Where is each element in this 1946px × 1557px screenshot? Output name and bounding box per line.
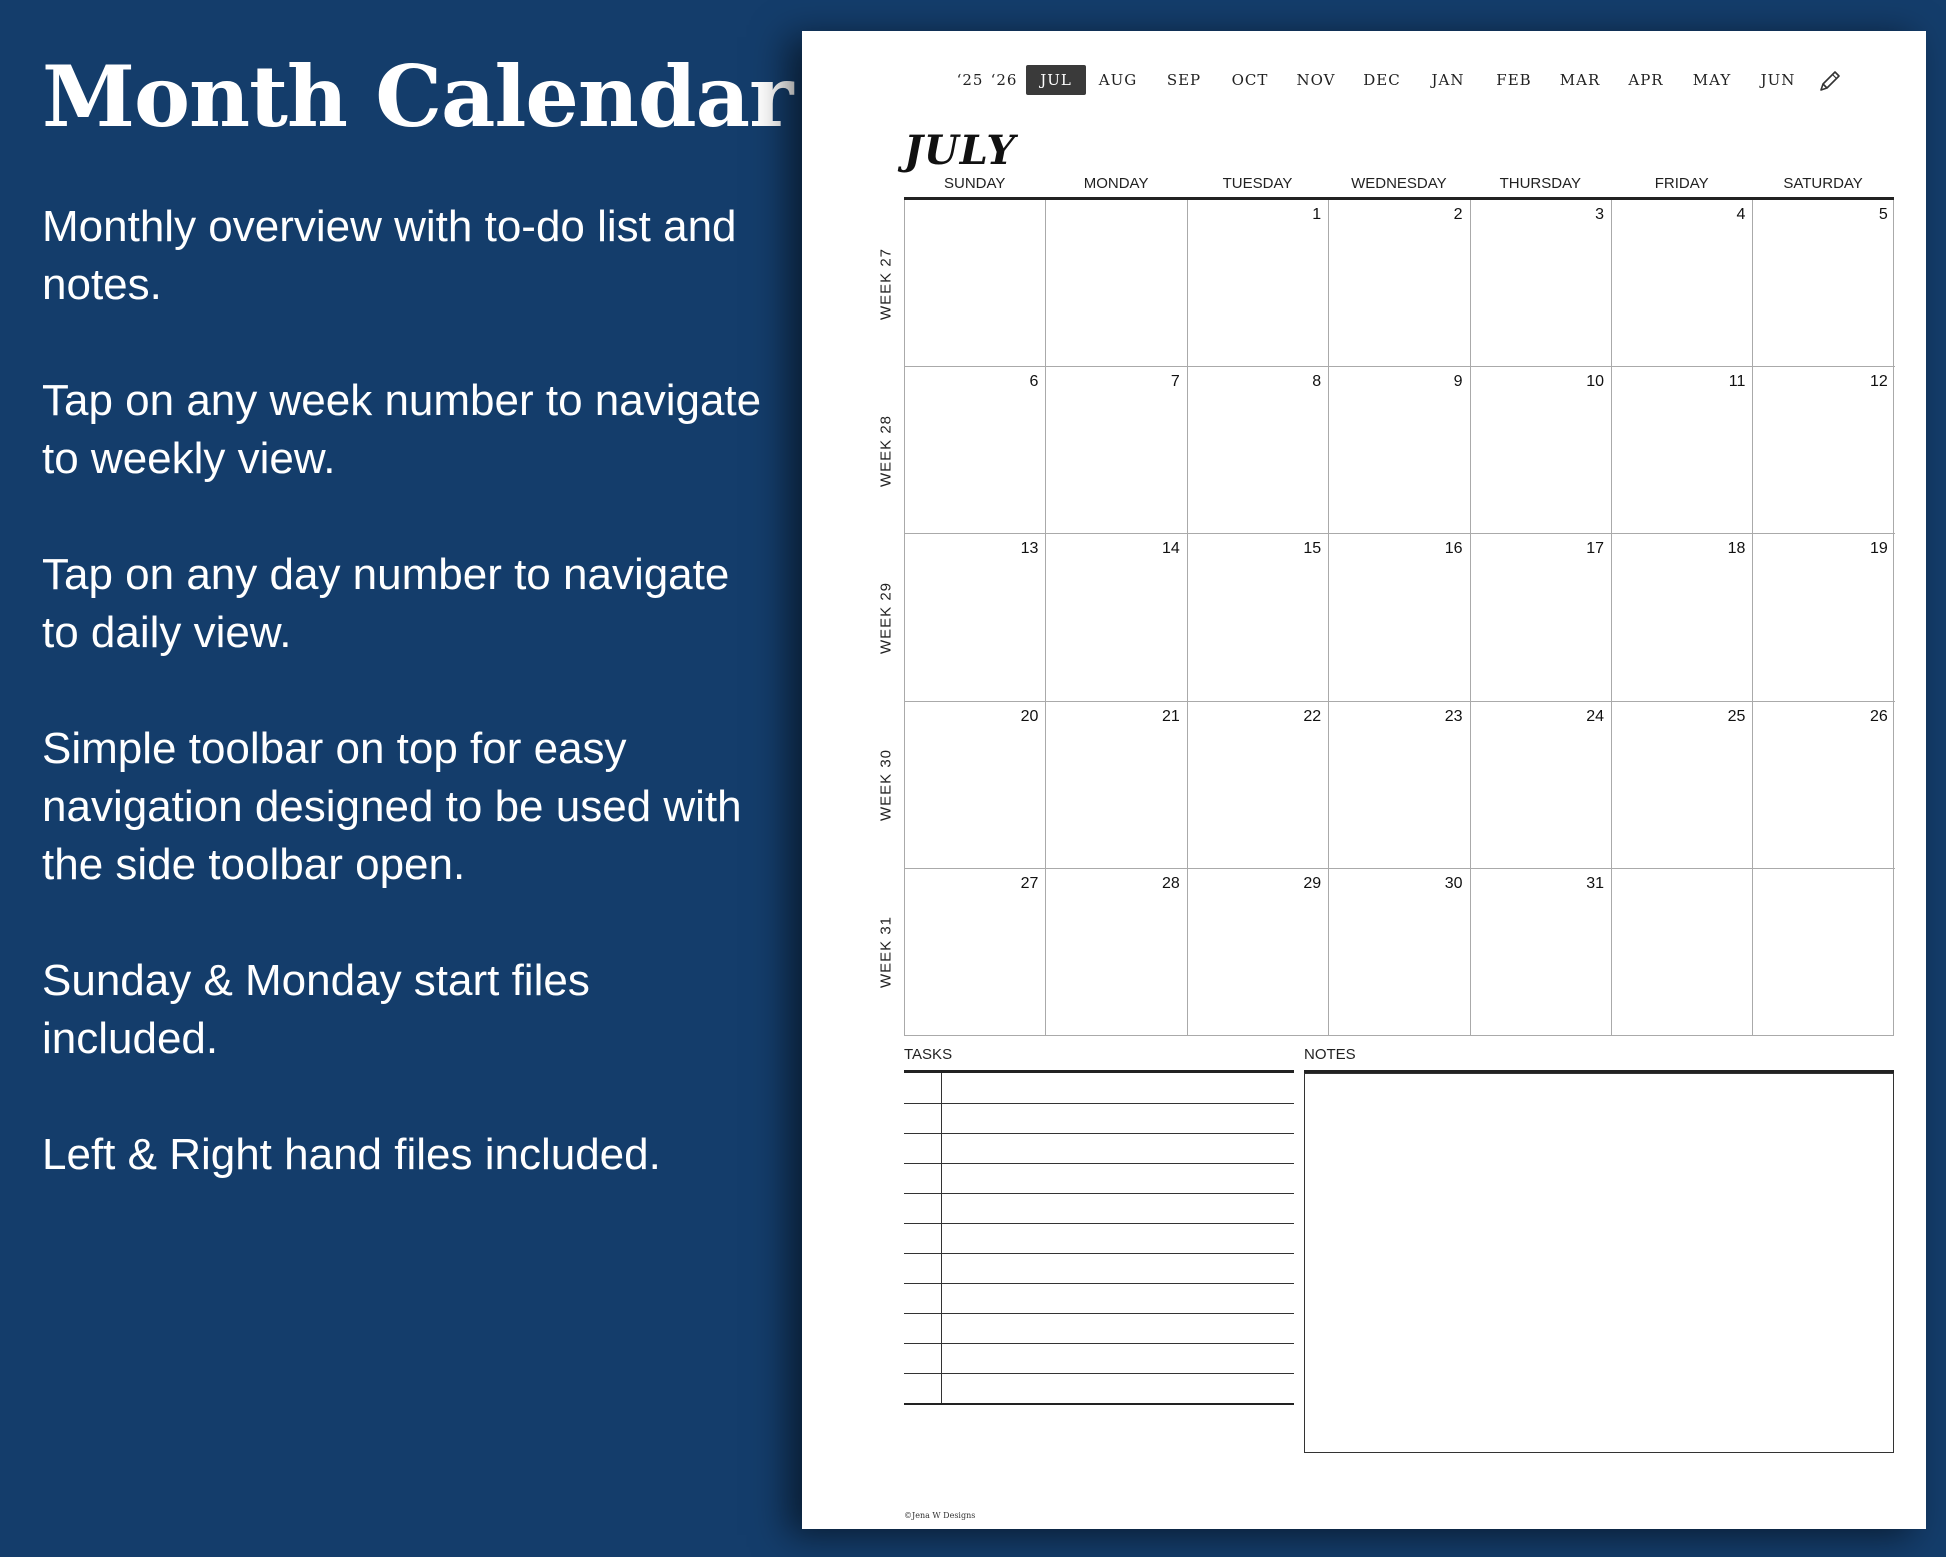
week-number-label[interactable]: WEEK 27 bbox=[877, 247, 895, 320]
day-cell[interactable] bbox=[1329, 200, 1470, 367]
day-number-link[interactable]: 26 bbox=[1869, 707, 1888, 725]
toolbar-tab-apr[interactable]: APR bbox=[1628, 71, 1664, 89]
day-number-link[interactable]: 5 bbox=[1878, 206, 1888, 223]
day-cell[interactable] bbox=[1046, 534, 1187, 701]
toolbar-tab-nov[interactable]: NOV bbox=[1296, 71, 1336, 89]
day-cell[interactable] bbox=[1612, 702, 1753, 869]
checkbox-column-divider bbox=[941, 1073, 942, 1403]
day-number-link[interactable]: 20 bbox=[1020, 707, 1039, 725]
toolbar-tab-oct[interactable]: OCT bbox=[1231, 71, 1269, 89]
task-line[interactable] bbox=[904, 1163, 1294, 1164]
week-number-label[interactable]: WEEK 30 bbox=[877, 749, 895, 822]
day-cell[interactable] bbox=[1046, 200, 1187, 367]
task-line[interactable] bbox=[904, 1193, 1294, 1194]
day-cell[interactable] bbox=[1753, 869, 1894, 1036]
day-cell[interactable] bbox=[1753, 200, 1894, 367]
day-cell[interactable] bbox=[905, 534, 1046, 701]
day-cell[interactable] bbox=[905, 200, 1046, 367]
task-line[interactable] bbox=[904, 1343, 1294, 1344]
weekday-header bbox=[904, 175, 1894, 195]
task-line[interactable] bbox=[904, 1253, 1294, 1254]
day-cell[interactable] bbox=[1471, 367, 1612, 534]
toolbar-tab-aug[interactable]: AUG bbox=[1098, 71, 1138, 89]
day-cell[interactable] bbox=[1471, 869, 1612, 1036]
day-number-link[interactable]: 18 bbox=[1727, 540, 1746, 558]
day-cell[interactable] bbox=[1188, 200, 1329, 367]
week-number-label[interactable]: WEEK 29 bbox=[877, 581, 895, 654]
toolbar-year-2026[interactable]: ‘26 bbox=[990, 71, 1018, 89]
task-line[interactable] bbox=[904, 1223, 1294, 1224]
day-number-link[interactable]: 28 bbox=[1161, 874, 1180, 892]
weekday-label: MONDAY bbox=[1083, 175, 1149, 192]
day-number-link[interactable]: 2 bbox=[1453, 206, 1463, 223]
day-number-link[interactable]: 10 bbox=[1586, 373, 1604, 391]
notes-area[interactable] bbox=[1304, 1073, 1894, 1453]
weekday-label: TUESDAY bbox=[1222, 175, 1293, 192]
promo-title: Month Calendar bbox=[42, 47, 793, 146]
day-cell[interactable] bbox=[1612, 869, 1753, 1036]
toolbar-tab-dec[interactable]: DEC bbox=[1363, 71, 1401, 89]
day-number-link[interactable]: 29 bbox=[1303, 874, 1322, 892]
day-number-link[interactable]: 14 bbox=[1161, 540, 1180, 558]
toolbar-year-2025[interactable]: ‘25 bbox=[956, 71, 984, 89]
week-number-link[interactable] bbox=[866, 534, 906, 701]
day-cell[interactable] bbox=[1753, 702, 1894, 869]
day-number-link[interactable]: 30 bbox=[1444, 874, 1463, 892]
day-number-link[interactable]: 15 bbox=[1303, 540, 1322, 558]
day-number-link[interactable]: 23 bbox=[1444, 707, 1463, 725]
day-cell[interactable] bbox=[1188, 534, 1329, 701]
toolbar-tab-jan[interactable]: JAN bbox=[1431, 71, 1465, 89]
day-cell[interactable] bbox=[1612, 534, 1753, 701]
day-cell[interactable] bbox=[1329, 702, 1470, 869]
weekday-label: FRIDAY bbox=[1654, 175, 1709, 192]
day-number-link[interactable]: 22 bbox=[1303, 707, 1322, 725]
task-line[interactable] bbox=[904, 1313, 1294, 1314]
day-cell[interactable] bbox=[1329, 367, 1470, 534]
day-number-link[interactable]: 13 bbox=[1020, 540, 1039, 558]
pencil-icon[interactable] bbox=[1818, 69, 1842, 93]
day-cell[interactable] bbox=[1753, 367, 1894, 534]
weekday-label: SATURDAY bbox=[1783, 175, 1863, 192]
day-number-link[interactable]: 9 bbox=[1453, 373, 1463, 391]
day-number-link[interactable]: 21 bbox=[1161, 707, 1180, 725]
month-title: JULY bbox=[904, 127, 1016, 174]
day-cell[interactable] bbox=[1046, 869, 1187, 1036]
day-number-link[interactable]: 19 bbox=[1869, 540, 1888, 558]
month-toolbar bbox=[802, 65, 1926, 95]
day-number-link[interactable]: 1 bbox=[1312, 206, 1322, 223]
feature-list bbox=[42, 198, 762, 1242]
day-number-link[interactable]: 25 bbox=[1727, 707, 1746, 725]
day-cell[interactable] bbox=[1188, 869, 1329, 1036]
day-cell[interactable] bbox=[1471, 702, 1612, 869]
day-number-link[interactable]: 16 bbox=[1444, 540, 1463, 558]
toolbar-tab-jun[interactable]: JUN bbox=[1760, 71, 1796, 89]
task-line[interactable] bbox=[904, 1403, 1294, 1405]
week-number-label[interactable]: WEEK 31 bbox=[877, 916, 895, 989]
week-number-link[interactable] bbox=[866, 367, 906, 534]
copyright-text: ©Jena W Designs bbox=[904, 1511, 976, 1520]
day-number-link[interactable]: 3 bbox=[1595, 206, 1604, 223]
toolbar-tab-mar[interactable]: MAR bbox=[1559, 71, 1601, 89]
tasks-list[interactable] bbox=[904, 1073, 1294, 1473]
day-cell[interactable] bbox=[905, 869, 1046, 1036]
day-number-link[interactable]: 17 bbox=[1586, 540, 1604, 558]
day-number-link[interactable]: 7 bbox=[1170, 373, 1180, 391]
task-line[interactable] bbox=[904, 1103, 1294, 1104]
day-cell[interactable] bbox=[1046, 702, 1187, 869]
feature-item: Sunday & Monday start files included. bbox=[42, 956, 590, 1063]
planner-page bbox=[802, 31, 1926, 1529]
day-cell[interactable] bbox=[1471, 200, 1612, 367]
day-cell[interactable] bbox=[1188, 702, 1329, 869]
task-line[interactable] bbox=[904, 1373, 1294, 1374]
notes-heading: NOTES bbox=[1304, 1046, 1356, 1063]
week-number-label[interactable]: WEEK 28 bbox=[877, 414, 895, 487]
feature-item: Tap on any day number to navigate to daily view. bbox=[42, 550, 730, 657]
task-line[interactable] bbox=[904, 1133, 1294, 1134]
day-number-link[interactable]: 6 bbox=[1029, 373, 1039, 391]
day-cell[interactable] bbox=[1471, 534, 1612, 701]
feature-item: Tap on any week number to navigate to weekly view. bbox=[42, 376, 762, 483]
month-grid bbox=[904, 200, 1894, 1036]
feature-item: Left & Right hand files included. bbox=[42, 1130, 661, 1179]
week-number-link[interactable] bbox=[866, 869, 906, 1036]
day-number-link[interactable]: 12 bbox=[1869, 373, 1888, 391]
day-cell[interactable] bbox=[1329, 534, 1470, 701]
tasks-heading: TASKS bbox=[904, 1046, 953, 1063]
day-number-link[interactable]: 8 bbox=[1312, 373, 1322, 391]
day-cell[interactable] bbox=[1612, 367, 1753, 534]
day-number-link[interactable]: 24 bbox=[1586, 707, 1604, 725]
weekday-label: SUNDAY bbox=[943, 175, 1006, 192]
toolbar-tab-jul[interactable]: JUL bbox=[1026, 65, 1086, 95]
day-number-link[interactable]: 4 bbox=[1736, 206, 1746, 223]
day-cell[interactable] bbox=[1753, 534, 1894, 701]
week-number-link[interactable] bbox=[866, 200, 906, 367]
day-cell[interactable] bbox=[1612, 200, 1753, 367]
task-line[interactable] bbox=[904, 1283, 1294, 1284]
toolbar-tab-sep[interactable]: SEP bbox=[1166, 71, 1202, 89]
day-number-link[interactable]: 31 bbox=[1586, 874, 1604, 892]
toolbar-tab-may[interactable]: MAY bbox=[1692, 71, 1732, 89]
feature-item: Simple toolbar on top for easy navigation designed to be used with the side toolbar open. bbox=[42, 724, 742, 889]
weekday-label: WEDNESDAY bbox=[1351, 175, 1447, 192]
day-cell[interactable] bbox=[1188, 367, 1329, 534]
weekday-label: THURSDAY bbox=[1499, 175, 1581, 192]
day-cell[interactable] bbox=[1046, 367, 1187, 534]
feature-item: Monthly overview with to-do list and notes. bbox=[42, 202, 737, 309]
week-number-link[interactable] bbox=[866, 702, 906, 869]
day-cell[interactable] bbox=[905, 702, 1046, 869]
toolbar-tab-feb[interactable]: FEB bbox=[1496, 71, 1532, 89]
day-cell[interactable] bbox=[1329, 869, 1470, 1036]
day-cell[interactable] bbox=[905, 367, 1046, 534]
day-number-link[interactable]: 11 bbox=[1728, 373, 1746, 391]
day-number-link[interactable]: 27 bbox=[1020, 874, 1039, 892]
